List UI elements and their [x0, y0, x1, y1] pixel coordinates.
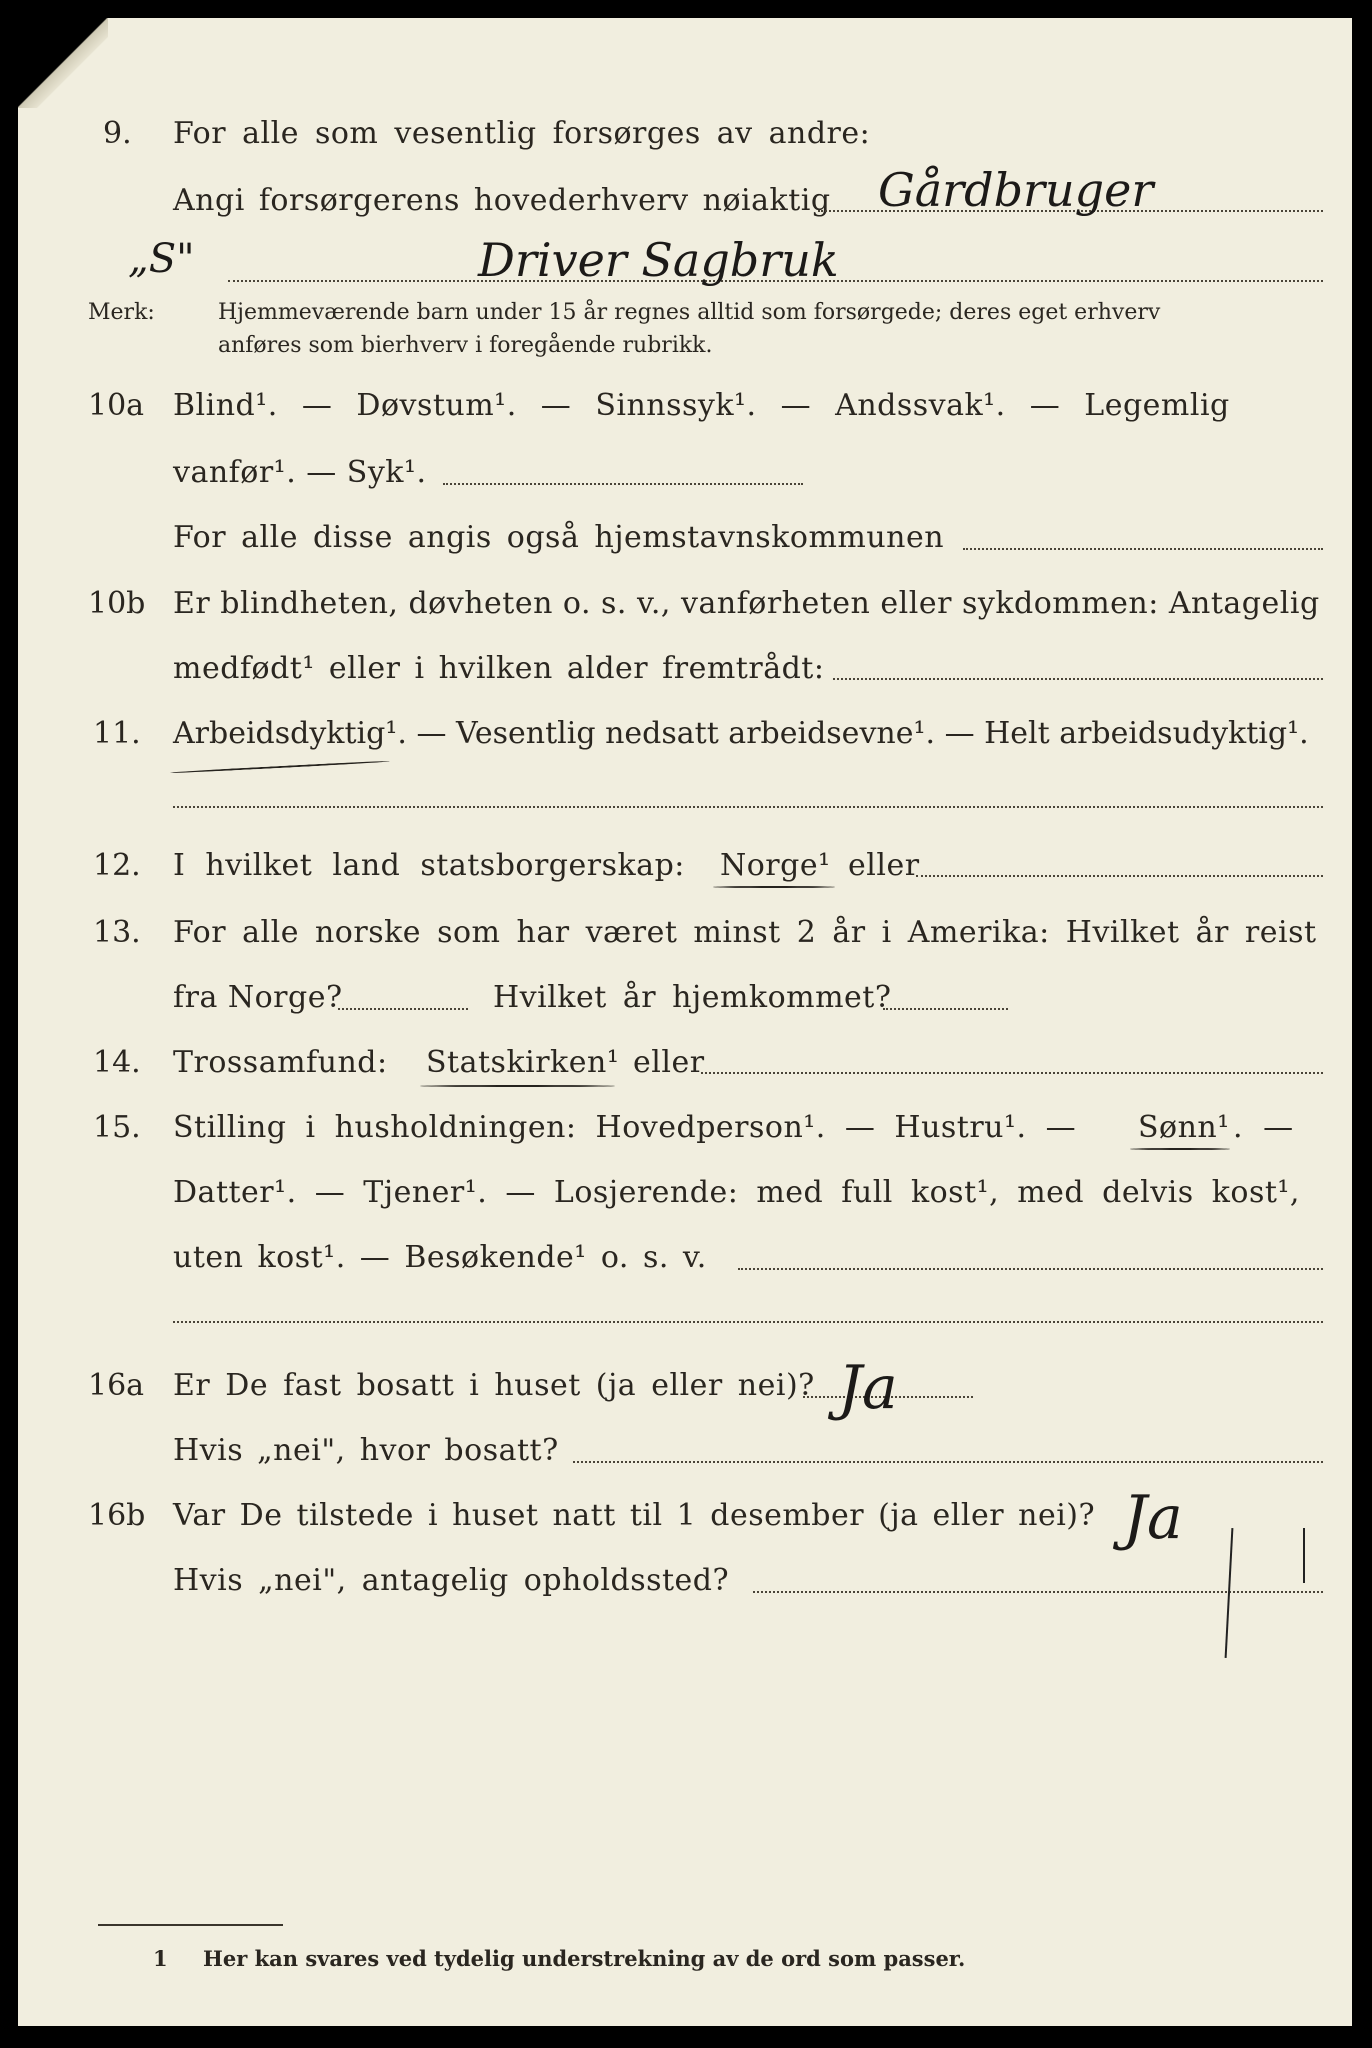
- q13-number: 13.: [93, 915, 141, 950]
- q15-answer-line: [173, 1321, 1323, 1323]
- q16b-number: 16b: [88, 1498, 146, 1533]
- q14-suffix: eller: [633, 1045, 705, 1080]
- note-line2: anføres som bierhverv i foregående rubrikk.: [218, 333, 713, 358]
- q10a-line3: For alle disse angis også hjemstavnskommunen: [173, 520, 945, 555]
- q15-line2: Datter¹. — Tjener¹. — Losjerende: med full kost¹, med delvis kost¹,: [173, 1175, 1300, 1210]
- corner-fold: [18, 18, 108, 108]
- q15-line3: uten kost¹. — Besøkende¹ o. s. v.: [173, 1240, 707, 1275]
- q10b-line2-fill: [833, 678, 1323, 680]
- q11-line1: Arbeidsdyktig¹. — Vesentlig nedsatt arbeidsevne¹. — Helt arbeidsudyktig¹.: [173, 716, 1309, 751]
- q16a-line2-fill: [573, 1461, 1323, 1463]
- q13-line1: For alle norske som har været minst 2 år i Amerika: Hvilket år reist: [173, 915, 1317, 950]
- q14-fill: [701, 1072, 1323, 1074]
- q12-fill: [916, 875, 1323, 877]
- q12-option: Norge¹: [720, 848, 831, 883]
- q13-line2a: fra Norge?: [173, 980, 343, 1015]
- q14-option-underline: [420, 1085, 615, 1087]
- q10b-line1: Er blindheten, døvheten o. s. v., vanførheten eller sykdommen: Antagelig: [173, 586, 1320, 621]
- footnote-text: Her kan svares ved tydelig understrekning av de ord som passer.: [203, 1946, 966, 1971]
- q10a-line2: vanfør¹. — Syk¹.: [173, 455, 427, 490]
- q11-answer-line: [173, 806, 1323, 808]
- q11-underline-mark: [170, 760, 390, 774]
- q13-line2b: Hvilket år hjemkommet?: [493, 980, 892, 1015]
- q13-fill-a: [338, 1008, 468, 1010]
- q16a-number: 16a: [88, 1368, 145, 1403]
- q12-text: I hvilket land statsborgerskap:: [173, 848, 685, 883]
- q9-line2: Angi forsørgerens hovederhverv nøiaktig: [173, 183, 831, 218]
- q16b-line2-fill: [753, 1591, 1323, 1593]
- q14-text: Trossamfund:: [173, 1045, 388, 1080]
- q10a-number: 10a: [88, 388, 145, 423]
- q16a-line1: Er De fast bosatt i huset (ja eller nei)?: [173, 1368, 815, 1403]
- note-line1: Hjemmeværende barn under 15 år regnes alltid som forsørgede; deres eget erhverv: [218, 300, 1161, 325]
- q15-line1a: Stilling i husholdningen: Hovedperson¹. — Hustru¹. —: [173, 1110, 1077, 1145]
- q10a-line2-fill: [443, 483, 803, 485]
- q16b-line1: Var De tilstede i huset natt til 1 desember (ja eller nei)?: [173, 1498, 1096, 1533]
- q16a-line2: Hvis „nei", hvor bosatt?: [173, 1433, 559, 1468]
- q15-option-underline: [1130, 1148, 1230, 1150]
- q15-number: 15.: [93, 1110, 141, 1145]
- footnote-separator: [98, 1924, 283, 1926]
- census-form-page: [18, 18, 1352, 2026]
- q12-suffix: eller: [848, 848, 920, 883]
- q16a-answer-handwriting: Ja: [838, 1353, 898, 1423]
- footnote-marker: 1: [153, 1946, 168, 1971]
- q9-answer2-handwriting: Driver Sagbruk: [478, 233, 839, 287]
- q9-line1: For alle som vesentlig forsørges av andre:: [173, 116, 871, 151]
- q14-number: 14.: [93, 1045, 141, 1080]
- q9-number: 9.: [103, 116, 132, 151]
- q16b-line2: Hvis „nei", antagelig opholdssted?: [173, 1563, 730, 1598]
- q12-number: 12.: [93, 848, 141, 883]
- q10a-line1: Blind¹. — Døvstum¹. — Sinnssyk¹. — Andssvak¹. — Legemlig: [173, 388, 1230, 423]
- q15-line1c: . —: [1233, 1110, 1294, 1145]
- pencil-tick-mark-short: [1303, 1528, 1305, 1583]
- q10b-number: 10b: [88, 586, 146, 621]
- pencil-tick-mark: [1225, 1528, 1234, 1658]
- q11-number: 11.: [93, 716, 141, 751]
- q16b-answer-handwriting: Ja: [1123, 1483, 1183, 1553]
- q15-line3-fill: [738, 1268, 1323, 1270]
- q14-option: Statskirken¹: [426, 1045, 620, 1080]
- q9-answer2-prefix: „S": [128, 236, 195, 282]
- q9-answer1-handwriting: Gårdbruger: [878, 163, 1154, 217]
- q13-fill-b: [883, 1008, 1008, 1010]
- note-label: Merk:: [88, 300, 155, 325]
- q10a-line3-fill: [963, 548, 1323, 550]
- q15-line1b: Sønn¹: [1138, 1110, 1230, 1145]
- q10b-line2: medfødt¹ eller i hvilken alder fremtrådt:: [173, 651, 825, 686]
- q12-option-underline: [713, 886, 835, 888]
